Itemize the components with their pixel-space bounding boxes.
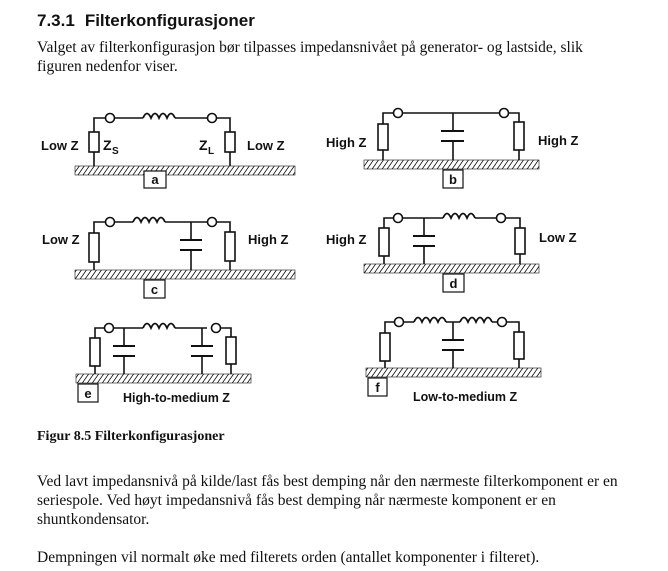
source-resistor <box>89 132 99 152</box>
impedance-caption: High-to-medium Z <box>123 391 230 405</box>
diagram-b <box>326 109 578 189</box>
section-title: Filterkonfigurasjoner <box>84 11 255 30</box>
shunt-capacitor <box>441 131 464 141</box>
series-inductor <box>143 324 175 329</box>
source-resistor <box>90 338 100 366</box>
series-inductor <box>443 214 475 219</box>
body-paragraph-2: Dempningen vil normalt øke med filterets orden (antallet komponenter i filteret). <box>37 549 540 566</box>
paragraph-line: seriespole. Ved høyt impedansnivå fås best demping når nærmeste komponent er en <box>37 492 556 509</box>
load-resistor <box>514 122 524 150</box>
diagram-a <box>41 114 295 189</box>
ground-plane <box>76 374 251 383</box>
terminal <box>394 109 403 118</box>
diagram-label: e <box>84 386 92 401</box>
paragraph-line: shuntkondensator. <box>37 511 150 528</box>
diagram-f <box>366 318 541 405</box>
terminal <box>105 324 114 333</box>
diagram-d <box>326 214 577 293</box>
diagram-label: d <box>449 276 458 291</box>
diagram-e <box>76 324 251 406</box>
diagram-label: b <box>449 172 457 187</box>
shunt-capacitor <box>191 346 213 356</box>
zl-subscript: L <box>208 146 215 157</box>
series-inductor <box>460 318 492 323</box>
zl-symbol: Z <box>199 137 208 153</box>
source-impedance-label: High Z <box>326 232 367 247</box>
series-inductor <box>414 318 446 323</box>
source-resistor <box>380 333 390 361</box>
zs-symbol: Z <box>103 137 112 153</box>
terminal <box>395 318 404 327</box>
shunt-capacitor <box>180 240 202 250</box>
shunt-capacitor <box>113 346 135 356</box>
load-impedance-label: Low Z <box>539 230 577 245</box>
diagram-label: a <box>151 172 159 187</box>
ground-plane <box>366 368 541 377</box>
source-resistor <box>378 124 388 150</box>
intro-line: figuren nedenfor viser. <box>37 58 178 75</box>
load-resistor <box>225 232 235 261</box>
ground-plane <box>75 166 295 175</box>
shunt-capacitor <box>413 236 435 246</box>
terminal <box>212 324 221 333</box>
shunt-capacitor <box>442 340 464 350</box>
terminal <box>498 318 507 327</box>
diagram-c <box>42 218 295 299</box>
diagram-label: f <box>375 380 380 395</box>
source-impedance-label: Low Z <box>41 138 79 153</box>
figure-caption: Figur 8.5 Filterkonfigurasjoner <box>37 429 225 444</box>
terminal <box>106 218 115 227</box>
terminal <box>500 109 509 118</box>
source-resistor <box>89 233 99 262</box>
load-impedance-label: High Z <box>248 232 289 247</box>
source-resistor <box>379 228 389 256</box>
ground-plane <box>364 264 539 273</box>
load-resistor <box>514 332 524 359</box>
zs-subscript: S <box>112 146 119 157</box>
series-inductor <box>143 114 175 119</box>
diagram-label: c <box>150 282 159 297</box>
load-impedance-label: High Z <box>538 133 579 148</box>
load-resistor <box>515 228 525 254</box>
load-impedance-label: Low Z <box>247 138 285 153</box>
terminal <box>106 114 115 123</box>
source-impedance-label: High Z <box>326 135 367 150</box>
ground-plane <box>75 270 295 279</box>
paragraph-line: Ved lavt impedansnivå på kilde/last fås best demping når den nærmeste filterkomponent er en <box>37 473 618 490</box>
terminal <box>497 214 506 223</box>
section-number: 7.3.1 <box>37 11 75 30</box>
load-resistor <box>226 337 236 364</box>
terminal <box>208 114 217 123</box>
intro-line: Valget av filterkonfigurasjon bør tilpasses impedansnivået på generator- og lastside, slik <box>37 39 583 56</box>
series-inductor <box>133 218 165 223</box>
body-paragraph-1 <box>37 472 657 529</box>
load-resistor <box>225 132 235 152</box>
source-impedance-label: Low Z <box>42 232 80 247</box>
terminal <box>394 214 403 223</box>
impedance-caption: Low-to-medium Z <box>413 390 518 404</box>
ground-plane <box>364 160 539 169</box>
terminal <box>208 218 217 227</box>
